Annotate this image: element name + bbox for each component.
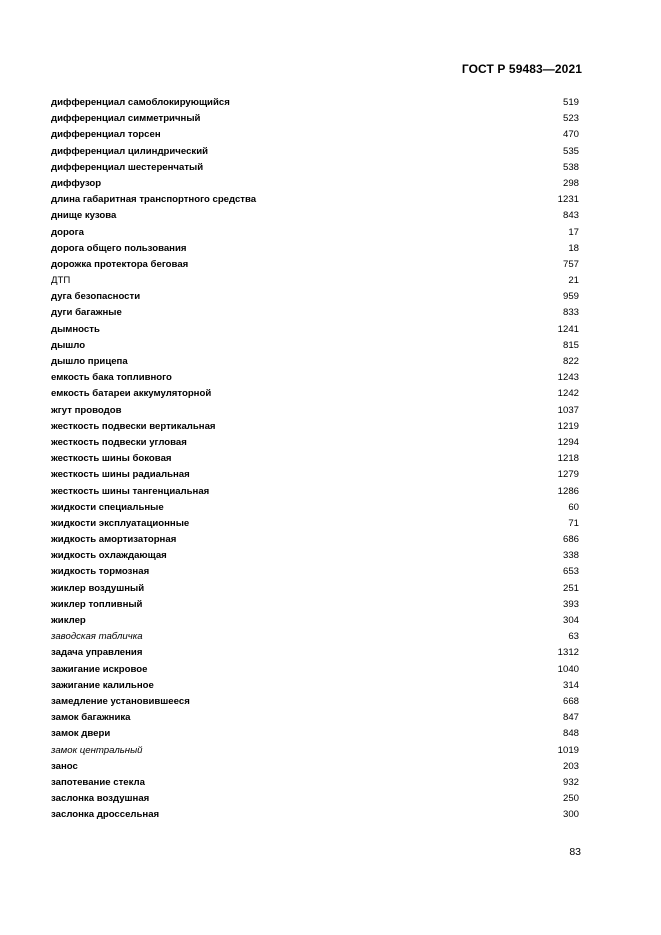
index-term: дифференциал торсен <box>51 129 161 141</box>
index-entry <box>51 694 579 710</box>
index-page-ref: 653 <box>562 566 579 578</box>
index-page-ref: 1294 <box>557 436 579 448</box>
index-entry <box>51 322 579 338</box>
index-page-ref: 932 <box>562 776 579 788</box>
index-page-ref: 668 <box>562 695 579 707</box>
index-page-ref: 18 <box>568 242 579 254</box>
index-page-ref: 1286 <box>557 485 579 497</box>
index-page-ref: 1019 <box>557 744 579 756</box>
index-page-ref: 848 <box>562 728 579 740</box>
index-page-ref: 1218 <box>557 453 579 465</box>
index-entry <box>51 629 579 645</box>
index-entry <box>51 338 579 354</box>
index-page-ref: 959 <box>562 291 579 303</box>
index-page-ref: 535 <box>562 145 579 157</box>
index-page-ref: 338 <box>562 550 579 562</box>
index-entry <box>51 386 579 402</box>
index-term: дифференциал симметричный <box>51 113 201 125</box>
index-entry <box>51 500 579 516</box>
index-page-ref: 298 <box>562 177 579 189</box>
page-number: 83 <box>569 846 581 858</box>
index-entry <box>51 208 579 224</box>
index-term: жидкости эксплуатационные <box>51 517 190 529</box>
index-page-ref: 71 <box>568 517 579 529</box>
index-term: жесткость шины радиальная <box>51 469 190 481</box>
index-term: жесткость подвески угловая <box>51 436 187 448</box>
index-term: жидкость охлаждающая <box>51 550 167 562</box>
index-term: дорога общего пользования <box>51 242 187 254</box>
index-entry <box>51 289 579 305</box>
index-term: заслонка воздушная <box>51 793 150 805</box>
index-entry <box>51 370 579 386</box>
index-term: дуга безопасности <box>51 291 141 303</box>
index-term: задача управления <box>51 647 143 659</box>
index-term: емкость бака топливного <box>51 372 172 384</box>
index-term: емкость батареи аккумуляторной <box>51 388 212 400</box>
index-term: дорога <box>51 226 85 238</box>
index-page-ref: 1040 <box>557 663 579 675</box>
index-page-ref: 393 <box>562 598 579 610</box>
index-entry <box>51 95 579 111</box>
index-term: зажигание искровое <box>51 663 148 675</box>
index-page-ref: 63 <box>568 631 579 643</box>
index-term: запотевание стекла <box>51 776 145 788</box>
index-page-ref: 833 <box>562 307 579 319</box>
index-entry <box>51 581 579 597</box>
index-entry <box>51 743 579 759</box>
index-entry <box>51 435 579 451</box>
index-entry <box>51 144 579 160</box>
term-index-list <box>51 95 579 823</box>
index-entry <box>51 192 579 208</box>
index-entry <box>51 613 579 629</box>
index-page-ref: 1037 <box>557 404 579 416</box>
index-page-ref: 1242 <box>557 388 579 400</box>
index-term: жгут проводов <box>51 404 122 416</box>
index-term: занос <box>51 760 78 772</box>
index-entry <box>51 160 579 176</box>
index-page-ref: 686 <box>562 534 579 546</box>
index-entry <box>51 111 579 127</box>
index-term: ДТП <box>51 275 71 287</box>
index-page-ref: 304 <box>562 615 579 626</box>
index-page-ref: 203 <box>562 760 579 772</box>
index-page-ref: 843 <box>562 210 579 222</box>
index-page-ref: 251 <box>562 582 579 594</box>
index-entry <box>51 516 579 532</box>
index-term: замок двери <box>51 728 111 740</box>
index-term: замок багажника <box>51 712 131 724</box>
index-entry <box>51 257 579 273</box>
index-page-ref: 1219 <box>557 420 579 432</box>
index-page-ref: 538 <box>562 161 579 173</box>
index-term: дуги багажные <box>51 307 122 319</box>
index-entry <box>51 726 579 742</box>
index-term: жиклер топливный <box>51 598 143 610</box>
index-entry <box>51 710 579 726</box>
index-term: дифференциал шестеренчатый <box>51 161 204 173</box>
index-term: дымность <box>51 323 100 335</box>
index-page-ref: 21 <box>568 275 579 287</box>
index-page-ref: 1312 <box>557 647 579 659</box>
index-entry <box>51 678 579 694</box>
index-term: дышло <box>51 339 86 351</box>
index-page-ref: 300 <box>562 809 579 821</box>
index-entry <box>51 451 579 467</box>
index-page-ref: 17 <box>568 226 579 238</box>
index-term: дорожка протектора беговая <box>51 258 189 270</box>
index-page-ref: 60 <box>568 501 579 513</box>
index-page-ref: 822 <box>562 356 579 367</box>
index-entry <box>51 807 579 823</box>
index-entry <box>51 467 579 483</box>
index-entry <box>51 775 579 791</box>
index-term: жидкость амортизаторная <box>51 534 177 546</box>
index-page-ref: 1231 <box>557 194 579 206</box>
index-entry <box>51 241 579 257</box>
index-entry <box>51 645 579 661</box>
index-entry <box>51 176 579 192</box>
index-term: жесткость шины боковая <box>51 453 172 465</box>
index-term: длина габаритная транспортного средства <box>51 194 257 206</box>
index-page-ref: 757 <box>562 258 579 270</box>
index-entry <box>51 791 579 807</box>
index-entry <box>51 305 579 321</box>
index-term: жиклер <box>51 615 86 626</box>
index-page-ref: 1241 <box>557 323 579 335</box>
index-entry <box>51 548 579 564</box>
document-header: ГОСТ Р 59483—2021 <box>461 62 582 76</box>
index-entry <box>51 484 579 500</box>
index-page-ref: 523 <box>562 113 579 125</box>
index-term: замок центральный <box>51 744 143 756</box>
index-entry <box>51 225 579 241</box>
index-entry <box>51 564 579 580</box>
index-entry <box>51 532 579 548</box>
index-entry <box>51 403 579 419</box>
index-entry <box>51 273 579 289</box>
index-term: диффузор <box>51 177 102 189</box>
index-term: дышло прицепа <box>51 356 128 367</box>
index-page-ref: 1243 <box>557 372 579 384</box>
index-term: жесткость подвески вертикальная <box>51 420 216 432</box>
index-page-ref: 250 <box>562 793 579 805</box>
index-entry <box>51 127 579 143</box>
index-term: дифференциал цилиндрический <box>51 145 209 157</box>
index-entry <box>51 354 579 370</box>
index-term: дифференциал самоблокирующийся <box>51 97 230 108</box>
index-page-ref: 815 <box>562 339 579 351</box>
index-entry <box>51 759 579 775</box>
index-term: заслонка дроссельная <box>51 809 160 821</box>
index-term: зажигание калильное <box>51 679 154 691</box>
index-term: жидкости специальные <box>51 501 164 513</box>
index-term: заводская табличка <box>51 631 143 643</box>
index-page-ref: 847 <box>562 712 579 724</box>
index-entry <box>51 597 579 613</box>
index-page-ref: 519 <box>562 97 579 108</box>
index-term: днище кузова <box>51 210 117 222</box>
index-term: замедление установившееся <box>51 695 190 707</box>
index-entry <box>51 662 579 678</box>
index-page-ref: 1279 <box>557 469 579 481</box>
index-term: жиклер воздушный <box>51 582 145 594</box>
index-term: жидкость тормозная <box>51 566 150 578</box>
index-term: жесткость шины тангенциальная <box>51 485 210 497</box>
index-page-ref: 470 <box>562 129 579 141</box>
index-entry <box>51 419 579 435</box>
index-page-ref: 314 <box>562 679 579 691</box>
